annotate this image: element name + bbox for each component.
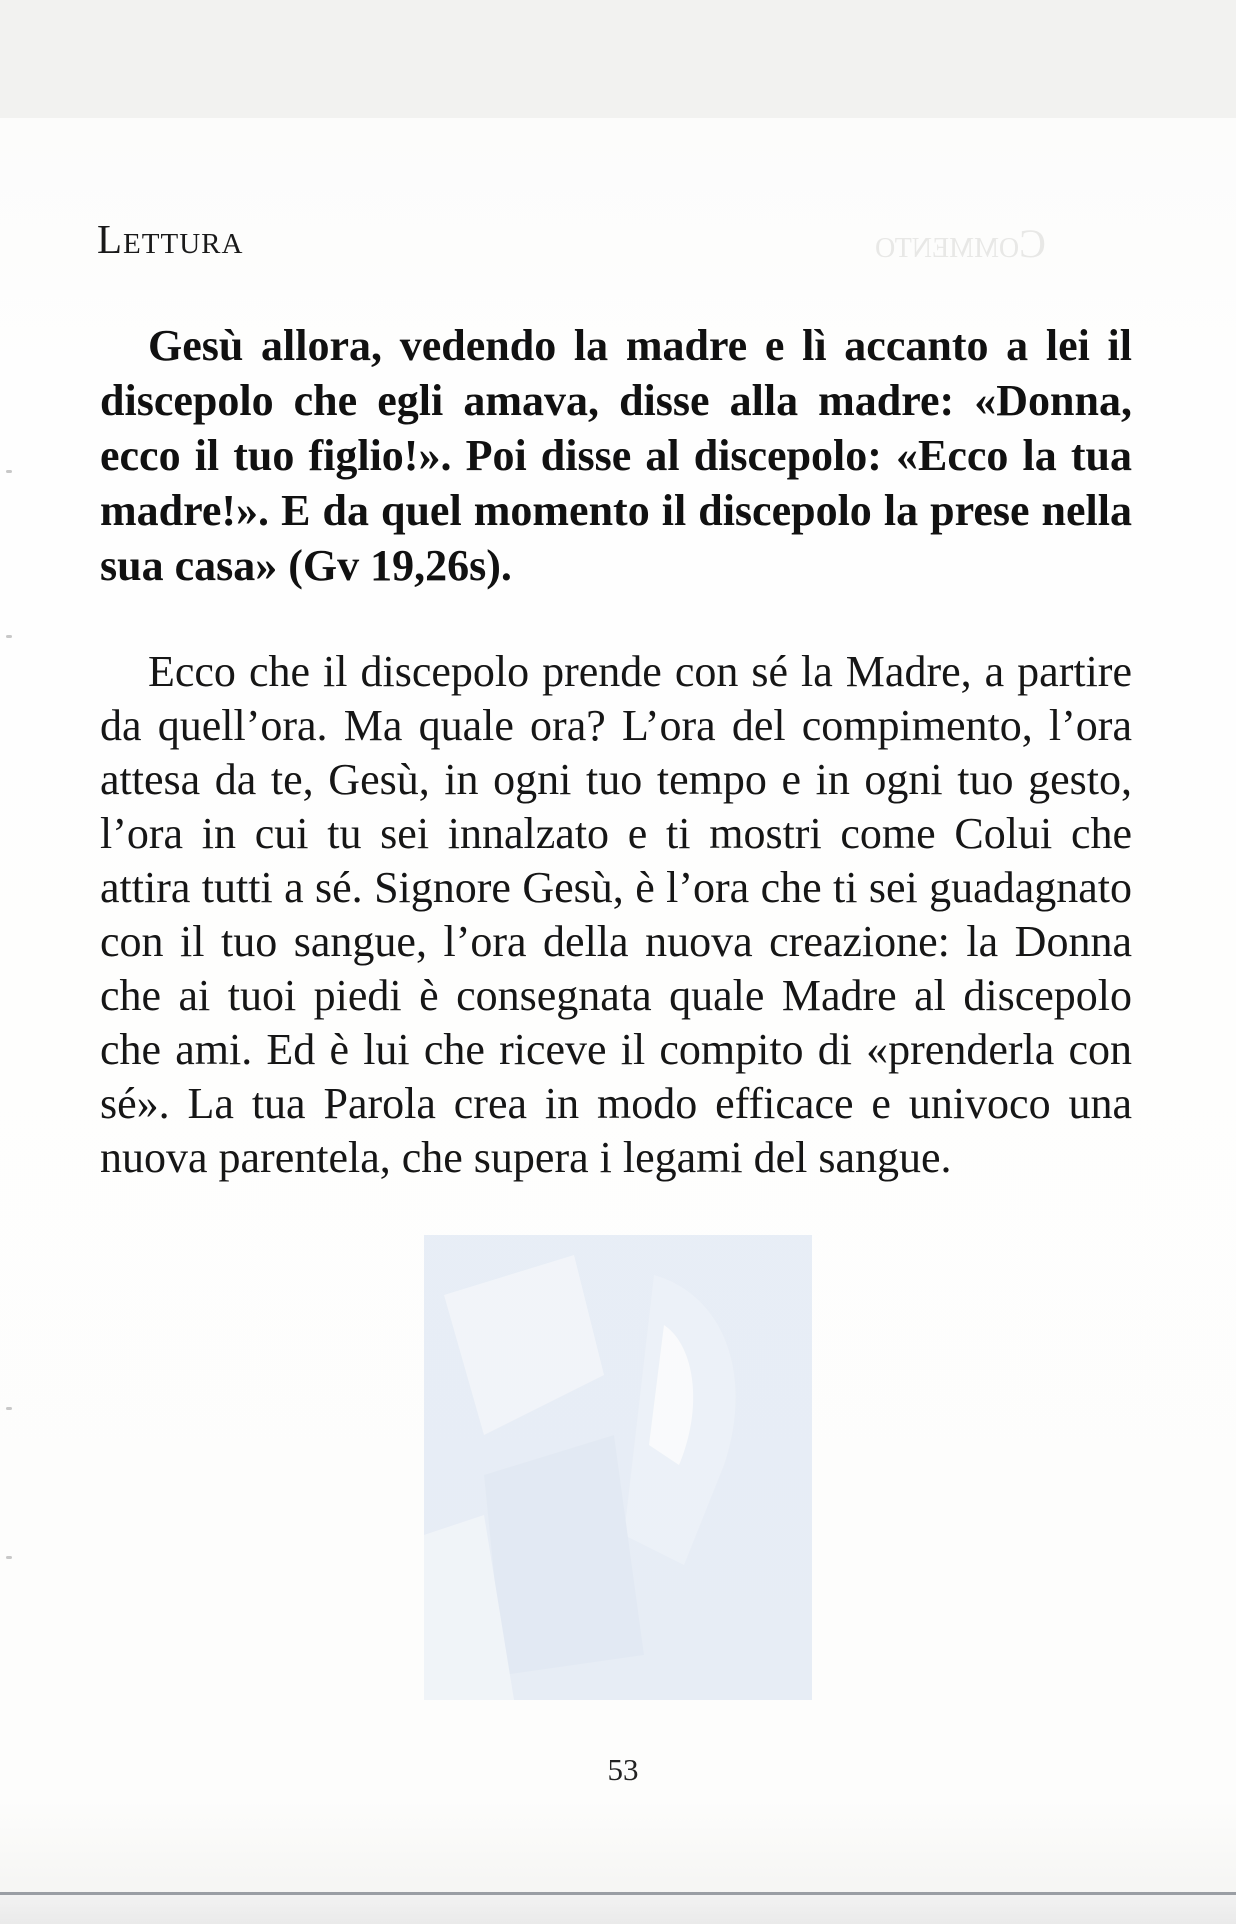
scan-top-shade bbox=[0, 0, 1236, 118]
commentary-paragraph: Ecco che il discepolo prende con sé la Madre, a partire da quell’ora. Ma quale ora? L’ora del compimento, l’ora attesa da te, Gesù, in ogni tuo tempo e in ogni tuo gesto, l’ora in cui tu sei innalzato e ti mostri come Colui che attira tutti a sé. Signore Gesù, è l’ora che ti sei guadagnato con il tuo sangue, l’ora della nuova creazione: la Donna che ai tuoi piedi è consegnata quale Madre al discepolo che ami. Ed è lui che riceve il compito di «prenderla con sé». La tua Parola crea in modo efficace e univoco una nuova parentela, che supera i legami del sangue. bbox=[100, 647, 1132, 1182]
margin-speck bbox=[6, 1556, 12, 1559]
margin-speck bbox=[6, 1407, 12, 1410]
show-through-heading: Commento bbox=[875, 221, 1046, 266]
section-label: Lettura bbox=[97, 216, 244, 262]
margin-speck bbox=[6, 470, 12, 473]
scripture-passage: Gesù allora, vedendo la madre e lì accanto a lei il discepolo che egli amava, disse alla madre: «Donna, ecco il tuo figlio!». Poi disse al discepolo: «Ecco la tua madre!». E da quel momento il discepolo la prese nella sua casa» (Gv 19,26s). bbox=[100, 321, 1132, 590]
page-number: 53 bbox=[607, 1752, 639, 1787]
show-through-illustration bbox=[424, 1235, 812, 1700]
margin-speck bbox=[6, 635, 12, 638]
scan-bottom-edge bbox=[0, 1892, 1236, 1924]
